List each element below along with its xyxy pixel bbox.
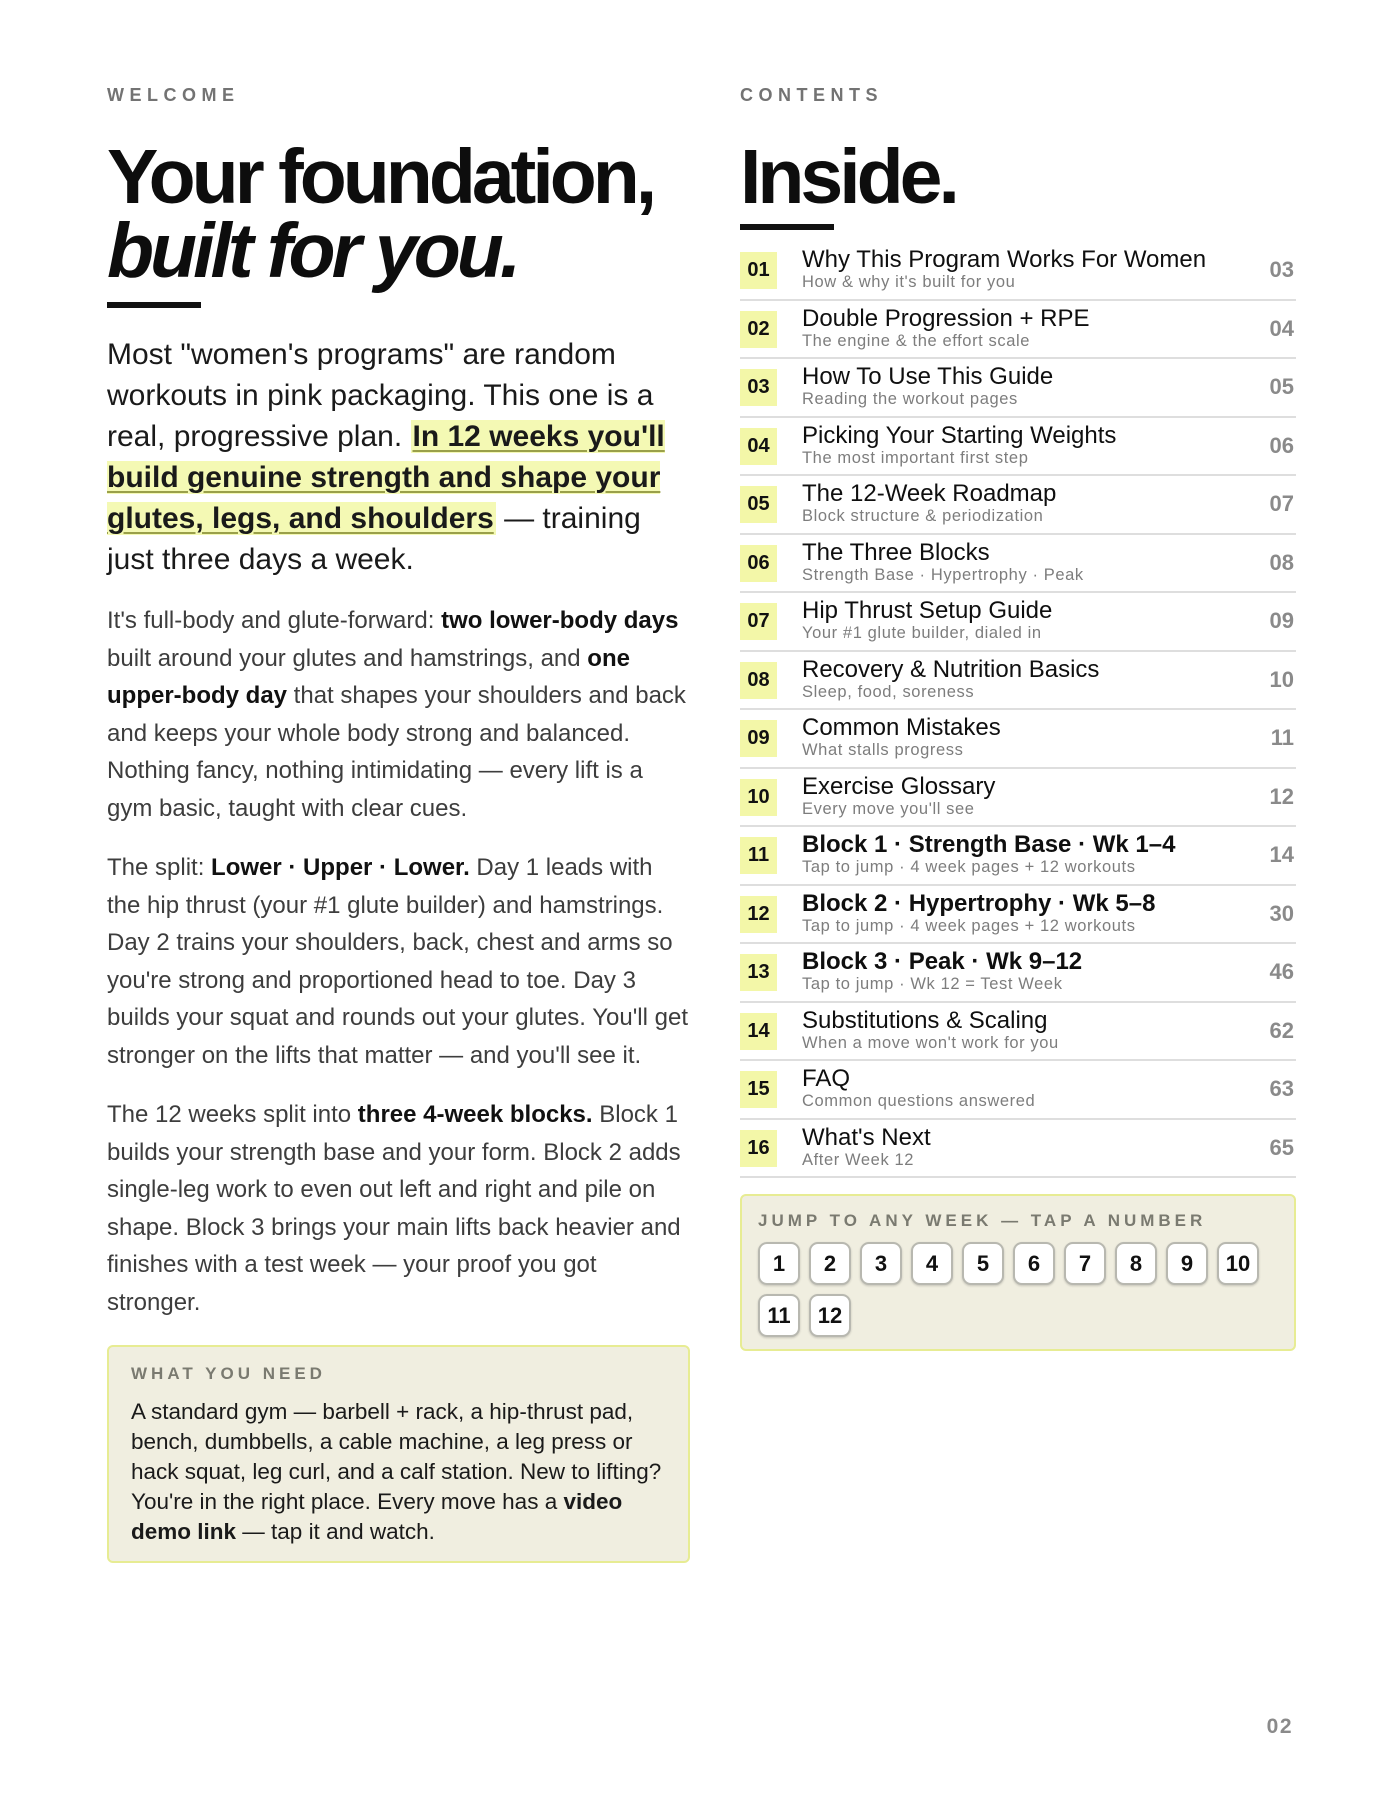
toc-item-page: 65: [1269, 1134, 1294, 1160]
need-text-main: A standard gym — barbell + rack, a hip-thrust pad, bench, dumbbells, a cable machine, a leg press or hack squat, leg curl, and a calf station. New to lifting? You're in the right place. Every move has a: [131, 1399, 662, 1514]
week-1-button[interactable]: 1: [758, 1242, 800, 1285]
toc-item-subtitle: Common questions answered: [802, 1092, 1036, 1110]
p3-bold-1: three 4-week blocks.: [357, 1101, 593, 1128]
p1-text-1: It's full-body and glute-forward:: [107, 607, 442, 634]
toc-item-title[interactable]: Common Mistakes: [802, 714, 1001, 741]
toc-item-page: 12: [1269, 783, 1294, 809]
toc-item-number: 04: [740, 428, 777, 465]
toc-item[interactable]: [740, 535, 1296, 594]
toc-item-number: 11: [740, 837, 777, 874]
toc-item[interactable]: [740, 769, 1296, 828]
week-4-button[interactable]: 4: [911, 1242, 953, 1285]
contents-title: Inside.: [740, 134, 956, 220]
week-11-button[interactable]: 11: [758, 1294, 800, 1337]
toc-item[interactable]: [740, 710, 1296, 769]
toc-item-title[interactable]: Block 1 · Strength Base · Wk 1–4: [802, 831, 1176, 858]
toc-item[interactable]: [740, 593, 1296, 652]
week-5-button[interactable]: 5: [962, 1242, 1004, 1285]
week-9-button[interactable]: 9: [1166, 1242, 1208, 1285]
headline-rule: [107, 302, 201, 308]
toc-item-subtitle: The most important first step: [802, 448, 1029, 467]
page-number: 02: [1266, 1715, 1293, 1738]
toc-item-title[interactable]: Hip Thrust Setup Guide: [802, 597, 1053, 624]
toc-item-number: 08: [740, 662, 777, 699]
toc-item-subtitle: Your #1 glute builder, dialed in: [802, 624, 1042, 642]
week-12-button[interactable]: 12: [809, 1294, 851, 1337]
toc-item-subtitle: Block structure & periodization: [802, 507, 1044, 525]
toc-item-page: 07: [1269, 491, 1294, 516]
toc-item-page: 30: [1269, 900, 1294, 926]
week-8-button[interactable]: 8: [1115, 1242, 1157, 1285]
toc-item-page: 14: [1269, 842, 1294, 867]
body-paragraph-blocks: [107, 1096, 690, 1321]
body-paragraph-split-overview: [107, 602, 690, 827]
toc-item[interactable]: [740, 1003, 1296, 1062]
week-7-button[interactable]: 7: [1064, 1242, 1106, 1285]
p2-text-1: The split:: [107, 854, 212, 881]
p2-bold-1: Lower · Upper · Lower.: [211, 854, 470, 881]
toc-item-title[interactable]: Exercise Glossary: [802, 772, 996, 800]
toc-item[interactable]: [740, 827, 1296, 886]
toc-item-number: 05: [740, 486, 777, 523]
toc-item-title[interactable]: Recovery & Nutrition Basics: [802, 655, 1100, 683]
toc-item-title[interactable]: Substitutions & Scaling: [802, 1006, 1048, 1034]
toc-item-number: 09: [740, 720, 777, 757]
p3-text-1: The 12 weeks split into: [107, 1101, 358, 1128]
welcome-column: [107, 84, 690, 1563]
welcome-headline: [107, 134, 690, 294]
toc-item-title[interactable]: The 12-Week Roadmap: [802, 480, 1057, 507]
toc-item-page: 46: [1269, 959, 1294, 984]
what-you-need-title: WHAT YOU NEED: [131, 1364, 326, 1383]
toc-item-subtitle: How & why it's built for you: [802, 273, 1016, 291]
p1-text-2: built around your glutes and hamstrings, and: [107, 644, 588, 672]
toc-item[interactable]: [740, 418, 1296, 477]
lede-highlight: In 12 weeks you'll build genuine strength and shape your glutes, legs, and shoulders: [107, 420, 665, 535]
toc-item-number: 06: [740, 545, 777, 582]
toc-item[interactable]: [740, 1061, 1296, 1120]
toc-item-title[interactable]: What's Next: [802, 1123, 931, 1151]
lede-end: — training just three days a week.: [107, 502, 641, 576]
toc-item-page: 05: [1269, 374, 1294, 399]
toc-item-page: 10: [1269, 666, 1294, 692]
toc-item-subtitle: Tap to jump · 4 week pages + 12 workouts: [802, 858, 1136, 876]
toc-item-subtitle: When a move won't work for you: [802, 1033, 1059, 1052]
toc-item[interactable]: [740, 359, 1296, 418]
toc-item-number: 03: [740, 369, 777, 406]
jump-to-week-box: [740, 1194, 1296, 1351]
toc-item-subtitle: Tap to jump · 4 week pages + 12 workouts: [802, 916, 1136, 935]
toc-item-subtitle: Reading the workout pages: [802, 390, 1018, 408]
p1-bold-2: one upper-body day: [107, 644, 630, 709]
toc-item-number: 12: [740, 896, 777, 933]
p2-text-2: Day 1 leads with the hip thrust (your #1 glute builder) and hamstrings. Day 2 trains your shoulders, back, chest and arms so you're strong and proportioned head to toe. Day 3 builds your squat and rounds out your glutes. You'll get stronger on the lifts that matter — and you'll see it.: [107, 854, 688, 1069]
toc-item[interactable]: [740, 242, 1296, 301]
p3-text-2: Block 1 builds your strength base and your form. Block 2 adds single-leg work to even out left and right and pile on shape. Block 3 brings your main lifts back heavier and finishes with a test week — your proof you got stronger.: [107, 1101, 681, 1316]
toc-item-page: 09: [1269, 608, 1294, 633]
toc-item-number: 01: [740, 252, 777, 289]
headline-line-2: built for you.: [107, 208, 518, 294]
toc-item-page: 06: [1269, 432, 1294, 458]
week-2-button[interactable]: 2: [809, 1242, 851, 1285]
lede-start: Most "women's programs" are random workouts in pink packaging. This one is a real, progressive plan.: [107, 338, 654, 453]
toc-item-title[interactable]: The Three Blocks: [802, 538, 990, 566]
toc-item[interactable]: [740, 886, 1296, 945]
contents-column: [740, 84, 1296, 1351]
toc-item-page: 62: [1269, 1017, 1294, 1043]
toc-item-number: 16: [740, 1130, 777, 1167]
toc-item[interactable]: [740, 652, 1296, 711]
contents-eyebrow: CONTENTS: [740, 85, 883, 105]
toc-item-title[interactable]: Block 3 · Peak · Wk 9–12: [802, 948, 1083, 975]
toc-item-number: 07: [740, 603, 777, 640]
toc-item-title[interactable]: Block 2 · Hypertrophy · Wk 5–8: [802, 889, 1156, 917]
video-demo-link-mention: video demo link: [131, 1489, 623, 1544]
week-3-button[interactable]: 3: [860, 1242, 902, 1285]
lede-paragraph: [107, 334, 690, 580]
toc-item-subtitle: Strength Base · Hypertrophy · Peak: [802, 565, 1084, 584]
toc-item-subtitle: Tap to jump · Wk 12 = Test Week: [802, 975, 1063, 993]
toc-item-page: 63: [1269, 1076, 1294, 1101]
toc-item-subtitle: After Week 12: [802, 1150, 915, 1169]
toc-item-subtitle: Sleep, food, soreness: [802, 682, 975, 701]
what-you-need-box: [107, 1345, 690, 1563]
toc-item-number: 02: [740, 311, 777, 348]
toc-item-subtitle: Every move you'll see: [802, 799, 975, 818]
toc-item[interactable]: [740, 476, 1296, 535]
headline-line-1: Your foundation,: [107, 134, 654, 220]
contents-rule: [740, 224, 834, 230]
toc-item-title[interactable]: How To Use This Guide: [802, 363, 1054, 390]
week-10-button[interactable]: 10: [1217, 1242, 1259, 1285]
toc-item[interactable]: [740, 1120, 1296, 1179]
body-paragraph-split-days: [107, 849, 690, 1074]
toc-item-subtitle: What stalls progress: [802, 741, 964, 759]
p1-bold-1: two lower-body days: [441, 607, 679, 634]
table-of-contents: [740, 242, 1296, 1178]
welcome-eyebrow: WELCOME: [107, 85, 240, 105]
toc-item-title[interactable]: Picking Your Starting Weights: [802, 421, 1117, 449]
toc-item-number: 15: [740, 1071, 777, 1108]
toc-item-page: 11: [1270, 725, 1294, 750]
toc-item-number: 13: [740, 954, 777, 991]
week-buttons: [758, 1242, 1278, 1337]
toc-item-page: 03: [1269, 257, 1294, 282]
toc-item-number: 10: [740, 779, 777, 816]
toc-item-title[interactable]: FAQ: [802, 1065, 851, 1092]
toc-item[interactable]: [740, 944, 1296, 1003]
week-6-button[interactable]: 6: [1013, 1242, 1055, 1285]
toc-item-page: 08: [1269, 549, 1294, 575]
toc-item-number: 14: [740, 1013, 777, 1050]
p1-text-3: that shapes your shoulders and back and keeps your whole body strong and balanced. Nothing fancy, nothing intimidating — every lift is a gym basic, taught with clear cues.: [107, 682, 686, 822]
toc-item-title[interactable]: Why This Program Works For Women: [802, 246, 1207, 273]
toc-item[interactable]: [740, 301, 1296, 360]
what-you-need-text: [131, 1397, 666, 1547]
toc-item-subtitle: The engine & the effort scale: [802, 331, 1031, 350]
toc-item-title[interactable]: Double Progression + RPE: [802, 304, 1090, 332]
toc-item-page: 04: [1269, 315, 1294, 341]
need-text-end: — tap it and watch.: [236, 1519, 435, 1544]
jump-to-week-title: JUMP TO ANY WEEK — TAP A NUMBER: [758, 1211, 1207, 1230]
